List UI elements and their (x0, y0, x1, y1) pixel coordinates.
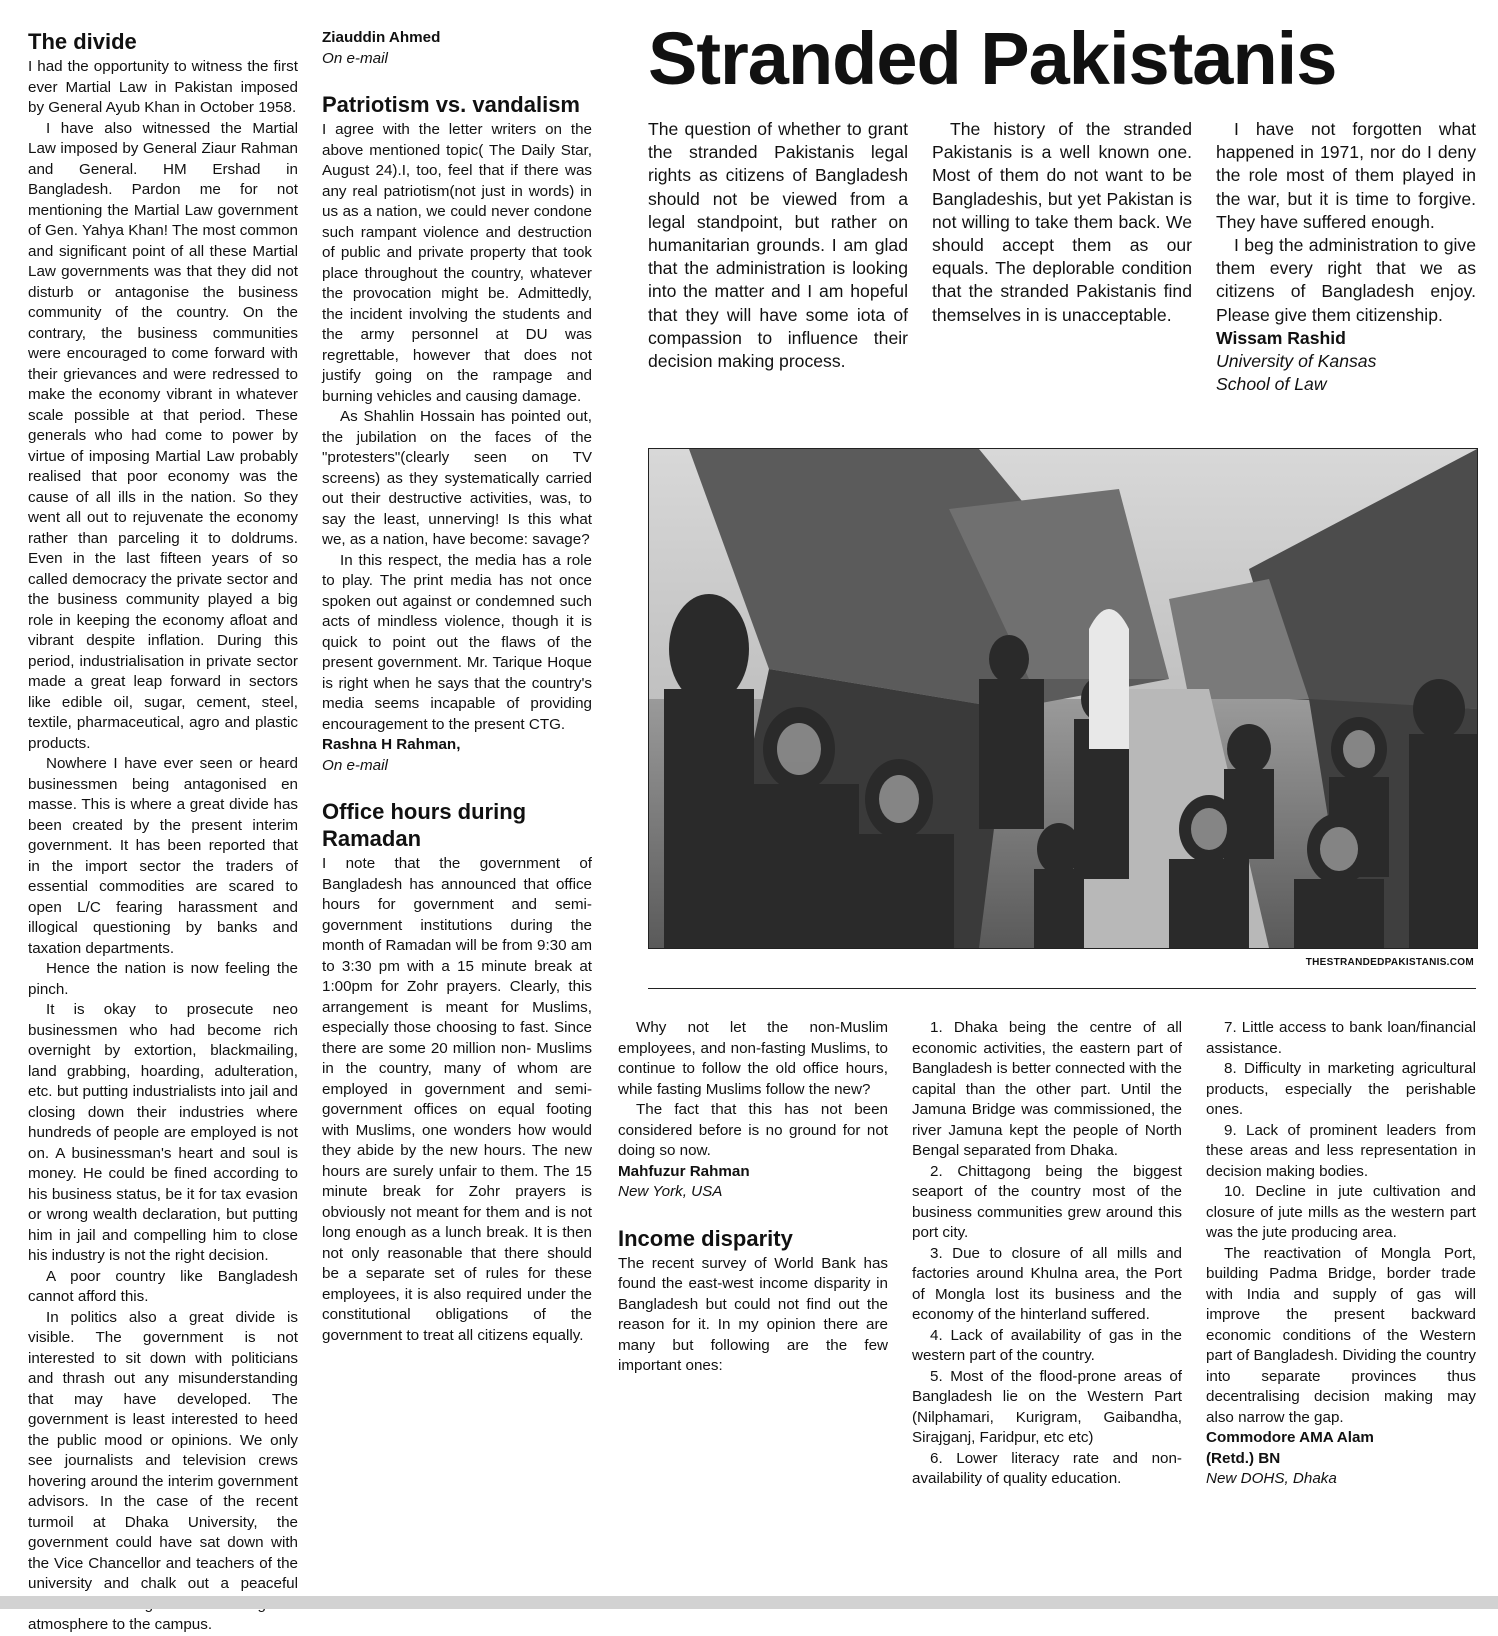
stranded-col-2 (932, 118, 1192, 327)
page-bottom-band (0, 1596, 1498, 1609)
divide-para: Hence the nation is now feeling the pinch. (28, 960, 298, 998)
income-point: 3. Due to closure of all mills and factories around Khulna area, the Port of Mongla lost its business and the economy of the hinterland suffered. (912, 1244, 1182, 1323)
ramadan-para: The fact that this has not been considered before is no ground for not doing so now. (618, 1101, 888, 1159)
stranded-para: The history of the stranded Pakistanis is a well known one. Most of them do not want to be Bangladeshis, but yet Pakistan is not willing to take them back. We should accept them as our equals. The deplorable condition that the stranded Pakistanis find themselves in is unacceptable. (932, 119, 1192, 325)
income-heading: Income disparity (618, 1225, 793, 1251)
stranded-author: Wissam Rashid (1216, 327, 1346, 348)
section-divider (648, 988, 1476, 989)
income-author-rank: (Retd.) BN (1206, 1449, 1281, 1467)
column-income-cont (1206, 1018, 1476, 1490)
camp-scene-image (649, 449, 1477, 948)
income-point: 5. Most of the flood-prone areas of Bangladesh lie on the Western Part (Nilphamari, Kurigram, Gaibandha, Sirajganj, Faridpur, etc etc) (912, 1367, 1182, 1446)
income-conclusion: The reactivation of Mongla Port, building Padma Bridge, border trade with India and supply of gas will improve the present backward economic conditions of the Western part of Bangladesh. Dividing the country into separate provinces thus decentralising decision making may also narrow the gap. (1206, 1244, 1476, 1426)
patriotism-author: Rashna H Rahman, (322, 736, 461, 753)
income-point: 1. Dhaka being the centre of all economic activities, the eastern part of Bangladesh is better connected with the capital than the other part. Until the Jamuna Bridge was commissioned, the river Jamuna kept the people of North Bengal separated from Dhaka. (912, 1019, 1182, 1159)
divide-para: It is okay to prosecute neo businessmen who had become rich overnight by extortion, blackmailing, land grabbing, hoarding, adulteration, etc. but putting industrialists into jail and closing down their industries where hundreds of people are employed is not on. A businessman's heart and soul is money. He could be fined according to his business status, be it for tax evasion or wrong wealth declaration, but putting him in jail and compelling him to close his industry is not the right decision. (28, 1001, 298, 1264)
income-point: 6. Lower literacy rate and non-availability of quality education. (912, 1449, 1182, 1487)
patriotism-para: In this respect, the media has a role to play. The print media has not once spoken out against or condemned such acts of mindless violence, though it is quick to point out the flaws of the present government. Mr. Tarique Hoque is right when he says that the country's media seems incapable of providing encouragement to the present CTG. (322, 551, 592, 733)
income-point: 8. Difficulty in marketing agricultural products, especially the perishable ones. (1206, 1060, 1476, 1118)
photo-credit: THESTRANDEDPAKISTANIS.COM (1305, 957, 1474, 968)
stranded-camp-photo (648, 448, 1478, 949)
ramadan-para: Why not let the non-Muslim employees, and non-fasting Muslims, to continue to follow the old office hours, while fasting Muslims follow the new? (618, 1019, 888, 1098)
stranded-para: The question of whether to grant the stranded Pakistanis legal rights as citizens of Bangladesh should not be viewed from a legal standpoint, but rather on humanitarian grounds. I am glad that the administration is looking into the matter and I am hopeful that they will have some iota of compassion to influence their decision making process. (648, 119, 908, 372)
ramadan-para: I note that the government of Bangladesh has announced that office hours for government and semi-government institutions during the month of Ramadan will be from 9:30 am to 3:30 pm with a 15 minute break at 1:00pm for Zohr prayers. Clearly, this arrangement is meant for Muslims, especially those choosing to fast. Since there are some 20 million non- Muslims in the country, many of whom are employed in government and semi-government offices on equal footing with Muslims, one wonders how would they abide by the new hours. The new hours are surely unfair to them. The 15 minute break for Zohr prayers is obviously not meant for them and is not long enough as a lunch break. It is then not only reasonable that there should be a separate set of rules for these employees, it is also required under the constitutional obligations of the government to treat all citizens equally. (322, 855, 592, 1344)
income-author: Commodore AMA Alam (1206, 1429, 1374, 1446)
divide-source: On e-mail (322, 49, 388, 67)
column-income-list (912, 1018, 1182, 1490)
income-point: 9. Lack of prominent leaders from these areas and less representation in decision making bodies. (1206, 1121, 1476, 1180)
income-para: The recent survey of World Bank has found the east-west income disparity in Bangladesh but could not find out the reason for it. In my opinion there are many but following are the few important ones: (618, 1254, 888, 1374)
income-source: New DOHS, Dhaka (1206, 1470, 1337, 1487)
divide-author: Ziauddin Ahmed (322, 29, 441, 46)
stranded-para: I have not forgotten what happened in 1971, nor do I deny the role most of them played in the war, but it is time to forgive. They have suffered enough. (1216, 119, 1476, 232)
stranded-col-1 (648, 118, 908, 373)
stranded-affiliation: University of Kansas (1216, 351, 1377, 372)
divide-heading: The divide (28, 29, 137, 54)
divide-para: I have also witnessed the Martial Law imposed by General Ziaur Rahman and General. HM Ershad in Bangladesh. Pardon me for not mentioning the Martial Law government of Gen. Yahya Khan! The most common and significant point of all these Martial Law governments was that they did not disturb or antagonise the business community of the country. On the contrary, the business communities were encouraged to come forward with their grievances and were redressed to make the economy vibrant in whatever scale possible at that period. These generals who had come to power by virtue of imposing Martial Law probably realised that poor economy was the cause of all ills in the nation. So they went all out to rejuvenate the economy rather than parceling it to doldrums. Even in the last fifteen years of so called democracy the private sector and the business community played a big role in keeping the economy afloat and vibrant despite inflation. During this period, industrialisation in private sector made a great leap forward in sectors like edible oil, sugar, cement, steel, textile, pharmaceutical, agro and plastic products. (28, 119, 298, 752)
ramadan-source: New York, USA (618, 1183, 723, 1200)
divide-para: I had the opportunity to witness the first ever Martial Law in Pakistan imposed by General Ayub Khan in October 1958. (28, 58, 298, 116)
stranded-col-3 (1216, 118, 1476, 396)
patriotism-para: I agree with the letter writers on the above mentioned topic( The Daily Star, August 24).I, too, feel that if there was any real patriotism(not just in words) in us as a nation, we could never condone such rampant violence and destruction of public and private property that took place throughout the country, whatever the provocation might be. Admittedly, the incident involving the students and the army personnel at DU was regrettable, however that does not justify going on the rampage and burning vehicles and causing damage. (322, 121, 592, 405)
income-point: 2. Chittagong being the biggest seaport of the country most of the business communities grew around this port city. (912, 1162, 1182, 1241)
column-divide (28, 28, 298, 1636)
income-point: 10. Decline in jute cultivation and closure of jute mills as the western part was the jute producing area. (1206, 1183, 1476, 1241)
stranded-para: I beg the administration to give them every right that we as citizens of Bangladesh enjoy. Please give them citizenship. (1216, 235, 1476, 325)
stranded-title: Stranded Pakistanis (648, 17, 1337, 100)
column-two (322, 28, 592, 1346)
divide-para: Nowhere I have ever seen or heard businessmen being antagonised en masse. This is where a great divide has been created by the present interim government. It has been reported that in the import sector the traders of essential commodities are scared to open L/C fearing harassment and illogical questioning by banks and taxation departments. (28, 755, 298, 957)
income-point: 4. Lack of availability of gas in the western part of the country. (912, 1326, 1182, 1364)
divide-para-continued: In politics also a great divide is visible. The government is not interested to sit down with politicians and thrash out any misunderstanding that may have developed. The government is least interested to heed the public mood or opinions. We only see journalists and television crews hovering around the interim government advisors. In the case of the recent turmoil at Dhaka University, the government could have sat down with the Vice Chancellor and teachers of the university and chalk out a peaceful atmosphere to the campus. (28, 1308, 298, 1633)
divide-para: A poor country like Bangladesh cannot afford this. (28, 1267, 298, 1305)
ramadan-author: Mahfuzur Rahman (618, 1162, 750, 1180)
column-ramadan-cont (618, 1018, 888, 1377)
patriotism-heading: Patriotism vs. vandalism (322, 92, 580, 117)
patriotism-source: On e-mail (322, 756, 388, 774)
income-point: 7. Little access to bank loan/financial assistance. (1206, 1019, 1476, 1057)
stranded-affiliation: School of Law (1216, 374, 1327, 395)
patriotism-para: As Shahlin Hossain has pointed out, the jubilation on the faces of the "protesters"(clearly seen on TV screens) as they systematically carried out their destructive activities, was, to say the least, unnerving! Is this what we, as a nation, have become: savage? (322, 408, 592, 548)
ramadan-heading: Office hours during Ramadan (322, 799, 527, 851)
